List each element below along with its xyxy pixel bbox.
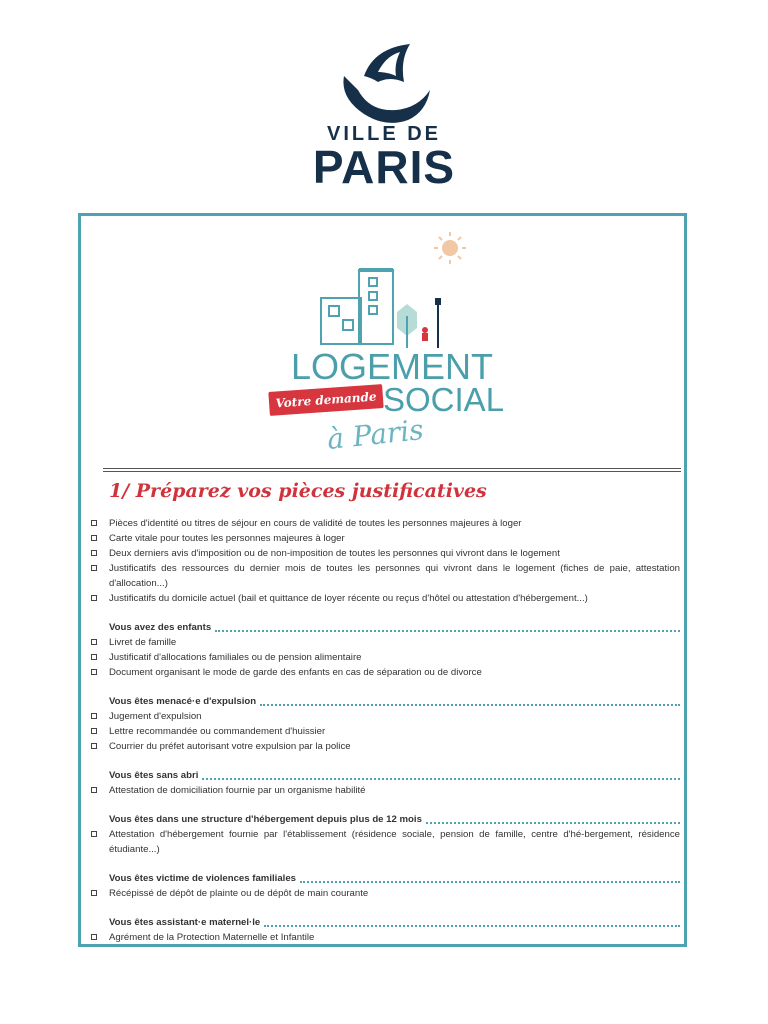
- logement-social-branding: [81, 216, 690, 471]
- checklist-item: [81, 886, 690, 901]
- group-heading: [109, 871, 680, 886]
- dotted-leader: [300, 880, 680, 883]
- checklist-item-text: Livret de famille: [109, 637, 177, 648]
- logement-title: LOGEMENT: [291, 346, 494, 387]
- checkbox-icon: [91, 669, 97, 675]
- document-list: [81, 516, 690, 945]
- paris-text: PARIS: [312, 141, 456, 193]
- checklist-item-text: Récépissé de dépôt de plainte ou de dépôt de main courante: [109, 888, 369, 899]
- checkbox-icon: [91, 639, 97, 645]
- group-heading-text: Vous êtes sans abri: [109, 770, 199, 781]
- votre-demande-ribbon: Votre demande: [268, 384, 383, 416]
- a-paris-script: à Paris: [325, 413, 426, 456]
- checklist-item-text: Jugement d'expulsion: [109, 711, 202, 722]
- dotted-leader: [264, 924, 680, 927]
- checkbox-icon: [91, 890, 97, 896]
- ville-de-text: VILLE DE: [326, 123, 441, 145]
- document-frame: [78, 213, 687, 947]
- checklist-item: [81, 739, 690, 754]
- checklist-item: [81, 783, 690, 798]
- checklist-item-text: Deux derniers avis d'imposition ou de non-imposition de toutes les personnes qui vivront dans le logement: [109, 548, 560, 559]
- checklist-item: [81, 665, 690, 680]
- paris-ship-logo-icon: [334, 38, 434, 130]
- checkbox-icon: [91, 728, 97, 734]
- dotted-leader: [426, 821, 680, 824]
- group-heading: [109, 812, 680, 827]
- sun-icon: [434, 232, 466, 264]
- checkbox-icon: [91, 787, 97, 793]
- conditional-groups: [81, 620, 690, 945]
- checklist-item-text: Courrier du préfet autorisant votre expulsion par la police: [109, 741, 351, 752]
- group-heading-text: Vous êtes menacé·e d'expulsion: [109, 696, 257, 707]
- checkbox-icon: [91, 654, 97, 660]
- checkbox-icon: [91, 743, 97, 749]
- checklist-item-text: Attestation d'hébergement fournie par l'établissement (résidence sociale, pension de famille, centre d'hé-bergement, résidence étudiante...): [109, 829, 680, 855]
- checkbox-icon: [91, 934, 97, 940]
- checklist-item-text: Justificatif d'allocations familiales ou de pension alimentaire: [109, 652, 362, 663]
- checkbox-icon: [91, 565, 97, 571]
- group-heading-text: Vous êtes victime de violences familiales: [109, 873, 296, 884]
- checklist-item-text: Agrément de la Protection Maternelle et Infantile: [109, 932, 315, 943]
- dotted-leader: [202, 777, 680, 780]
- checkbox-icon: [91, 713, 97, 719]
- checklist-item-text: Justificatifs du domicile actuel (bail et quittance de loyer récente ou reçus d'hôtel ou attestation d'hébergement...): [109, 593, 588, 604]
- checklist-item-text: Lettre recommandée ou commandement d'huissier: [109, 726, 326, 737]
- group-heading-text: Vous avez des enfants: [109, 622, 212, 633]
- divider-line: [103, 471, 681, 472]
- checklist-item: [81, 724, 690, 739]
- checkbox-icon: [91, 550, 97, 556]
- checklist-item-text: Pièces d'identité ou titres de séjour en cours de validité de toutes les personnes majeures à loger: [109, 518, 522, 529]
- checkbox-icon: [91, 520, 97, 526]
- checklist-item: [81, 709, 690, 724]
- dotted-leader: [215, 629, 680, 632]
- group-heading-text: Vous êtes assistant·e maternel·le: [109, 917, 261, 928]
- ville-de-paris-logo: [0, 28, 768, 198]
- checklist-item: [81, 531, 690, 546]
- checklist-item: [81, 827, 690, 857]
- checklist-item: [81, 516, 690, 531]
- checklist-item-text: Carte vitale pour toutes les personnes majeures à loger: [109, 533, 345, 544]
- group-heading: [109, 620, 680, 635]
- group-heading: [109, 768, 680, 783]
- checklist-item-text: Attestation de domiciliation fournie par un organisme habilité: [109, 785, 366, 796]
- checkbox-icon: [91, 595, 97, 601]
- group-heading-text: Vous êtes dans une structure d'hébergement depuis plus de 12 mois: [109, 814, 422, 825]
- checklist-item-text: Document organisant le mode de garde des enfants en cas de séparation ou de divorce: [109, 667, 482, 678]
- general-items: [81, 516, 690, 606]
- social-title: SOCIAL: [383, 381, 505, 418]
- group-heading: [109, 915, 680, 930]
- checklist-item: [81, 591, 690, 606]
- dotted-leader: [260, 703, 680, 706]
- checkbox-icon: [91, 535, 97, 541]
- group-heading: [109, 694, 680, 709]
- city-illustration-icon: [81, 216, 690, 356]
- divider-line: [103, 468, 681, 469]
- checklist-item: [81, 561, 690, 591]
- checklist-item: [81, 635, 690, 650]
- checklist-item-text: Justificatifs des ressources du dernier mois de toutes les personnes qui vivront dans le logement (fiches de paie, attestation d'allocation...): [109, 563, 680, 589]
- checklist-item: [81, 650, 690, 665]
- checkbox-icon: [91, 831, 97, 837]
- checklist-item: [81, 546, 690, 561]
- checklist-item: [81, 930, 690, 945]
- section-title: 1/ Préparez vos pièces justificatives: [109, 480, 487, 502]
